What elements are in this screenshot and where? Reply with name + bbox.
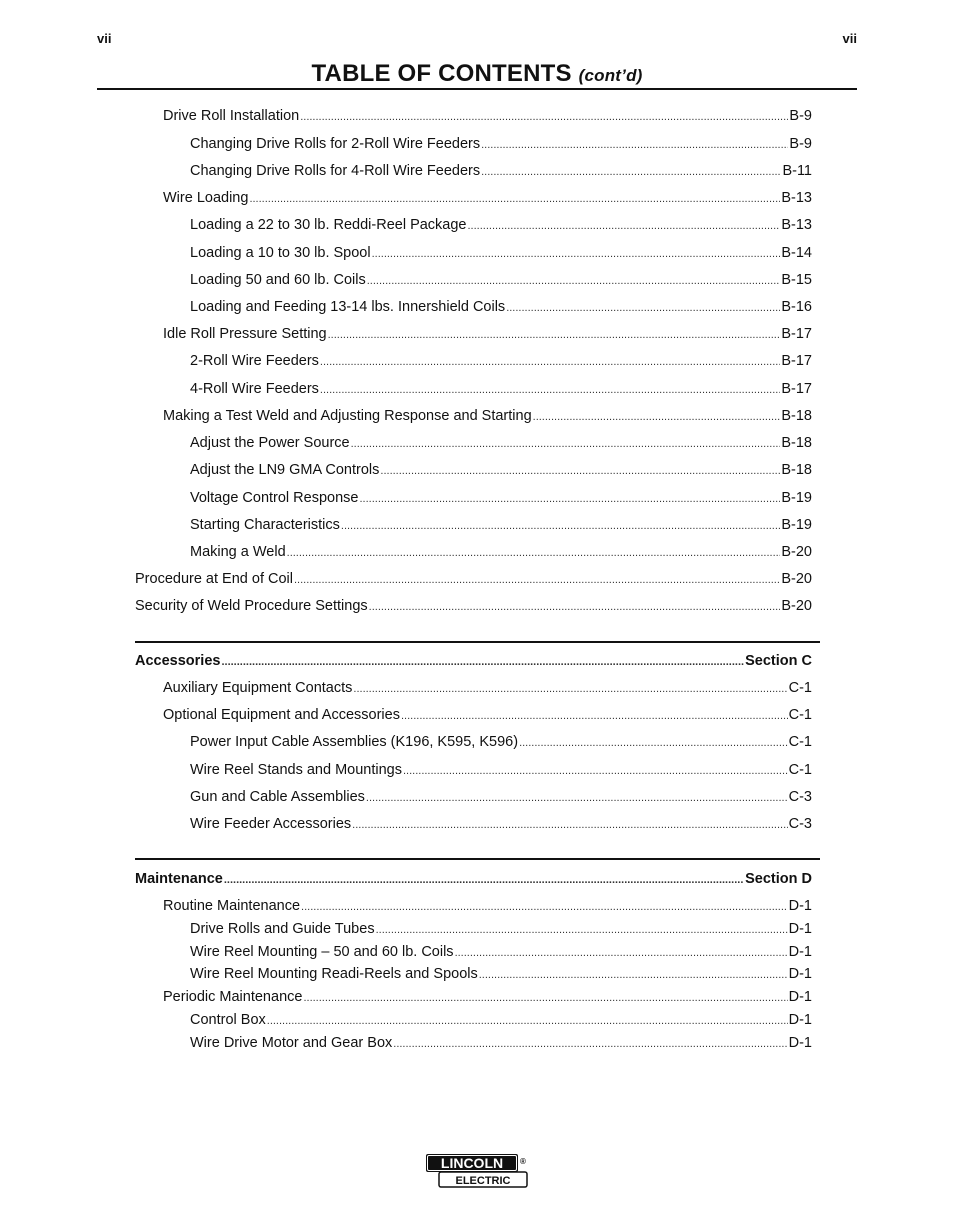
dot-leader <box>519 737 788 749</box>
toc-entry[interactable] <box>190 136 812 154</box>
dot-leader <box>341 520 780 532</box>
dot-leader <box>224 874 744 886</box>
dot-leader <box>393 1038 787 1050</box>
toc-entry[interactable] <box>163 190 812 208</box>
toc-entry[interactable] <box>190 966 812 984</box>
toc-entry-page: B-17 <box>781 326 812 342</box>
toc-entry[interactable] <box>190 381 812 399</box>
toc-entry[interactable] <box>190 816 812 834</box>
toc-entry-page: D-1 <box>788 944 812 960</box>
dot-leader <box>367 275 781 287</box>
dot-leader <box>267 1015 788 1027</box>
toc-entry-page: B-18 <box>781 435 812 451</box>
toc-entry-page: B-15 <box>781 272 812 288</box>
dot-leader <box>353 683 787 695</box>
dot-leader <box>249 193 780 205</box>
title-divider <box>97 88 857 90</box>
toc-entry-title: Drive Rolls and Guide Tubes <box>190 921 375 937</box>
toc-entry-title: Loading and Feeding 13-14 lbs. Innershield Coils <box>190 299 506 315</box>
dot-leader <box>506 302 780 314</box>
toc-entry[interactable] <box>163 326 812 344</box>
dot-leader <box>401 710 788 722</box>
toc-entry-title: Making a Test Weld and Adjusting Response and Starting <box>163 408 532 424</box>
toc-entry-title: Maintenance <box>135 871 223 887</box>
toc-entry-page: C-3 <box>788 789 812 805</box>
toc-entry-title: 2-Roll Wire Feeders <box>190 353 319 369</box>
page-number-left: vii <box>97 31 112 46</box>
toc-entry[interactable] <box>190 921 812 939</box>
toc-entry-title: Accessories <box>135 653 221 669</box>
logo-registered-mark: ® <box>520 1157 526 1166</box>
toc-entry[interactable] <box>190 734 812 752</box>
toc-entry[interactable] <box>190 944 812 962</box>
dot-leader <box>294 574 780 586</box>
toc-entry-title: Wire Loading <box>163 190 249 206</box>
toc-entry-page: D-1 <box>788 1035 812 1051</box>
dot-leader <box>328 329 781 341</box>
toc-entry-page: Section D <box>745 871 812 887</box>
logo-bottom-text: ELECTRIC <box>455 1175 511 1187</box>
toc-entry-title: Optional Equipment and Accessories <box>163 707 400 723</box>
toc-entry-title: Control Box <box>190 1012 266 1028</box>
dot-leader <box>351 438 781 450</box>
logo-top-text: LINCOLN <box>440 1155 504 1171</box>
dot-leader <box>376 924 788 936</box>
toc-entry-page: Section C <box>745 653 812 669</box>
toc-entry-title: Changing Drive Rolls for 2-Roll Wire Feeders <box>190 136 481 152</box>
toc-entry[interactable] <box>190 1035 812 1053</box>
page-title <box>0 60 954 88</box>
dot-leader <box>320 356 780 368</box>
toc-entry[interactable] <box>135 571 812 589</box>
toc-section-heading[interactable] <box>135 871 812 889</box>
dot-leader <box>287 547 781 559</box>
toc-entry-title: Adjust the Power Source <box>190 435 350 451</box>
toc-section-heading[interactable] <box>135 653 812 671</box>
toc-entry[interactable] <box>190 299 812 317</box>
toc-entry[interactable] <box>163 898 812 916</box>
toc-entry-title: Routine Maintenance <box>163 898 301 914</box>
dot-leader <box>479 969 788 981</box>
toc-entry-title: Gun and Cable Assemblies <box>190 789 365 805</box>
toc-entry-page: B-16 <box>781 299 812 315</box>
toc-entry-page: B-20 <box>781 598 812 614</box>
toc-entry-page: B-17 <box>781 381 812 397</box>
toc-entry-page: C-1 <box>788 734 812 750</box>
dot-leader <box>369 601 781 613</box>
dot-leader <box>221 656 744 668</box>
toc-entry[interactable] <box>135 598 812 616</box>
lincoln-electric-logo <box>425 1153 529 1189</box>
page-title-suffix: (cont’d) <box>578 66 643 85</box>
dot-leader <box>301 901 788 913</box>
toc-entry[interactable] <box>190 544 812 562</box>
toc-entry-page: B-20 <box>781 571 812 587</box>
dot-leader <box>359 493 780 505</box>
toc-entry-page: C-3 <box>788 816 812 832</box>
toc-entry-page: B-9 <box>789 136 812 152</box>
toc-entry[interactable] <box>190 245 812 263</box>
toc-entry[interactable] <box>163 707 812 725</box>
toc-entry-title: Periodic Maintenance <box>163 989 303 1005</box>
toc-entry-title: Loading a 22 to 30 lb. Reddi-Reel Package <box>190 217 467 233</box>
toc-entry[interactable] <box>190 217 812 235</box>
dot-leader <box>372 248 781 260</box>
toc-entry-page: D-1 <box>788 966 812 982</box>
toc-entry[interactable] <box>163 680 812 698</box>
toc-entry[interactable] <box>190 272 812 290</box>
toc-entry[interactable] <box>190 490 812 508</box>
page-number-right: vii <box>842 31 857 46</box>
toc-entry-title: Wire Feeder Accessories <box>190 816 352 832</box>
dot-leader <box>320 384 780 396</box>
toc-entry-page: C-1 <box>788 680 812 696</box>
dot-leader <box>300 111 788 123</box>
toc-entry[interactable] <box>190 353 812 371</box>
toc-entry-page: B-20 <box>781 544 812 560</box>
toc-entry[interactable] <box>190 517 812 535</box>
toc-entry-page: B-14 <box>781 245 812 261</box>
toc-entry-page: B-17 <box>781 353 812 369</box>
dot-leader <box>352 819 787 831</box>
toc-entry-page: B-18 <box>781 462 812 478</box>
dot-leader <box>366 792 788 804</box>
toc-entry[interactable] <box>163 408 812 426</box>
toc-entry[interactable] <box>190 163 812 181</box>
page-title-main: TABLE OF CONTENTS <box>311 60 572 87</box>
toc-entry-title: Wire Reel Mounting – 50 and 60 lb. Coils <box>190 944 454 960</box>
toc-entry-title: Idle Roll Pressure Setting <box>163 326 327 342</box>
section-divider <box>135 858 820 860</box>
toc-entry-page: B-19 <box>781 517 812 533</box>
toc-entry-page: D-1 <box>788 921 812 937</box>
dot-leader <box>380 465 780 477</box>
toc-entry-title: Wire Reel Mounting Readi-Reels and Spools <box>190 966 478 982</box>
toc-entry-page: B-9 <box>789 108 812 124</box>
toc-entry[interactable] <box>190 762 812 780</box>
toc-entry-title: Security of Weld Procedure Settings <box>135 598 368 614</box>
toc-entry-title: Drive Roll Installation <box>163 108 300 124</box>
dot-leader <box>468 220 781 232</box>
toc-entry-title: Wire Drive Motor and Gear Box <box>190 1035 393 1051</box>
toc-entry-page: C-1 <box>788 762 812 778</box>
toc-entry-page: B-19 <box>781 490 812 506</box>
toc-entry-title: Changing Drive Rolls for 4-Roll Wire Feeders <box>190 163 481 179</box>
toc-entry-title: Starting Characteristics <box>190 517 340 533</box>
toc-entry-page: B-13 <box>781 190 812 206</box>
toc-entry-page: B-13 <box>781 217 812 233</box>
dot-leader <box>481 166 781 178</box>
toc-entry-page: D-1 <box>788 1012 812 1028</box>
toc-entry-title: Wire Reel Stands and Mountings <box>190 762 402 778</box>
toc-entry[interactable] <box>163 108 812 126</box>
toc-entry-title: Loading 50 and 60 lb. Coils <box>190 272 366 288</box>
section-divider <box>135 641 820 643</box>
dot-leader <box>455 947 788 959</box>
toc-entry[interactable] <box>190 462 812 480</box>
toc-entry[interactable] <box>190 789 812 807</box>
toc-entry-title: Loading a 10 to 30 lb. Spool <box>190 245 371 261</box>
toc-entry-page: D-1 <box>788 898 812 914</box>
dot-leader <box>303 992 787 1004</box>
toc-entry-page: B-11 <box>782 163 812 179</box>
toc-entry[interactable] <box>190 1012 812 1030</box>
dot-leader <box>533 411 781 423</box>
toc-entry-title: Power Input Cable Assemblies (K196, K595, K596) <box>190 734 519 750</box>
dot-leader <box>403 765 788 777</box>
toc-entry-title: Adjust the LN9 GMA Controls <box>190 462 380 478</box>
toc-entry-page: D-1 <box>788 989 812 1005</box>
dot-leader <box>481 139 788 151</box>
toc-entry-page: B-18 <box>781 408 812 424</box>
toc-entry-title: Procedure at End of Coil <box>135 571 293 587</box>
toc-entry[interactable] <box>163 989 812 1007</box>
toc-entry-title: 4-Roll Wire Feeders <box>190 381 319 397</box>
toc-entry-title: Voltage Control Response <box>190 490 359 506</box>
toc-entry-title: Making a Weld <box>190 544 286 560</box>
toc-entry-page: C-1 <box>788 707 812 723</box>
toc-entry-title: Auxiliary Equipment Contacts <box>163 680 353 696</box>
toc-entry[interactable] <box>190 435 812 453</box>
